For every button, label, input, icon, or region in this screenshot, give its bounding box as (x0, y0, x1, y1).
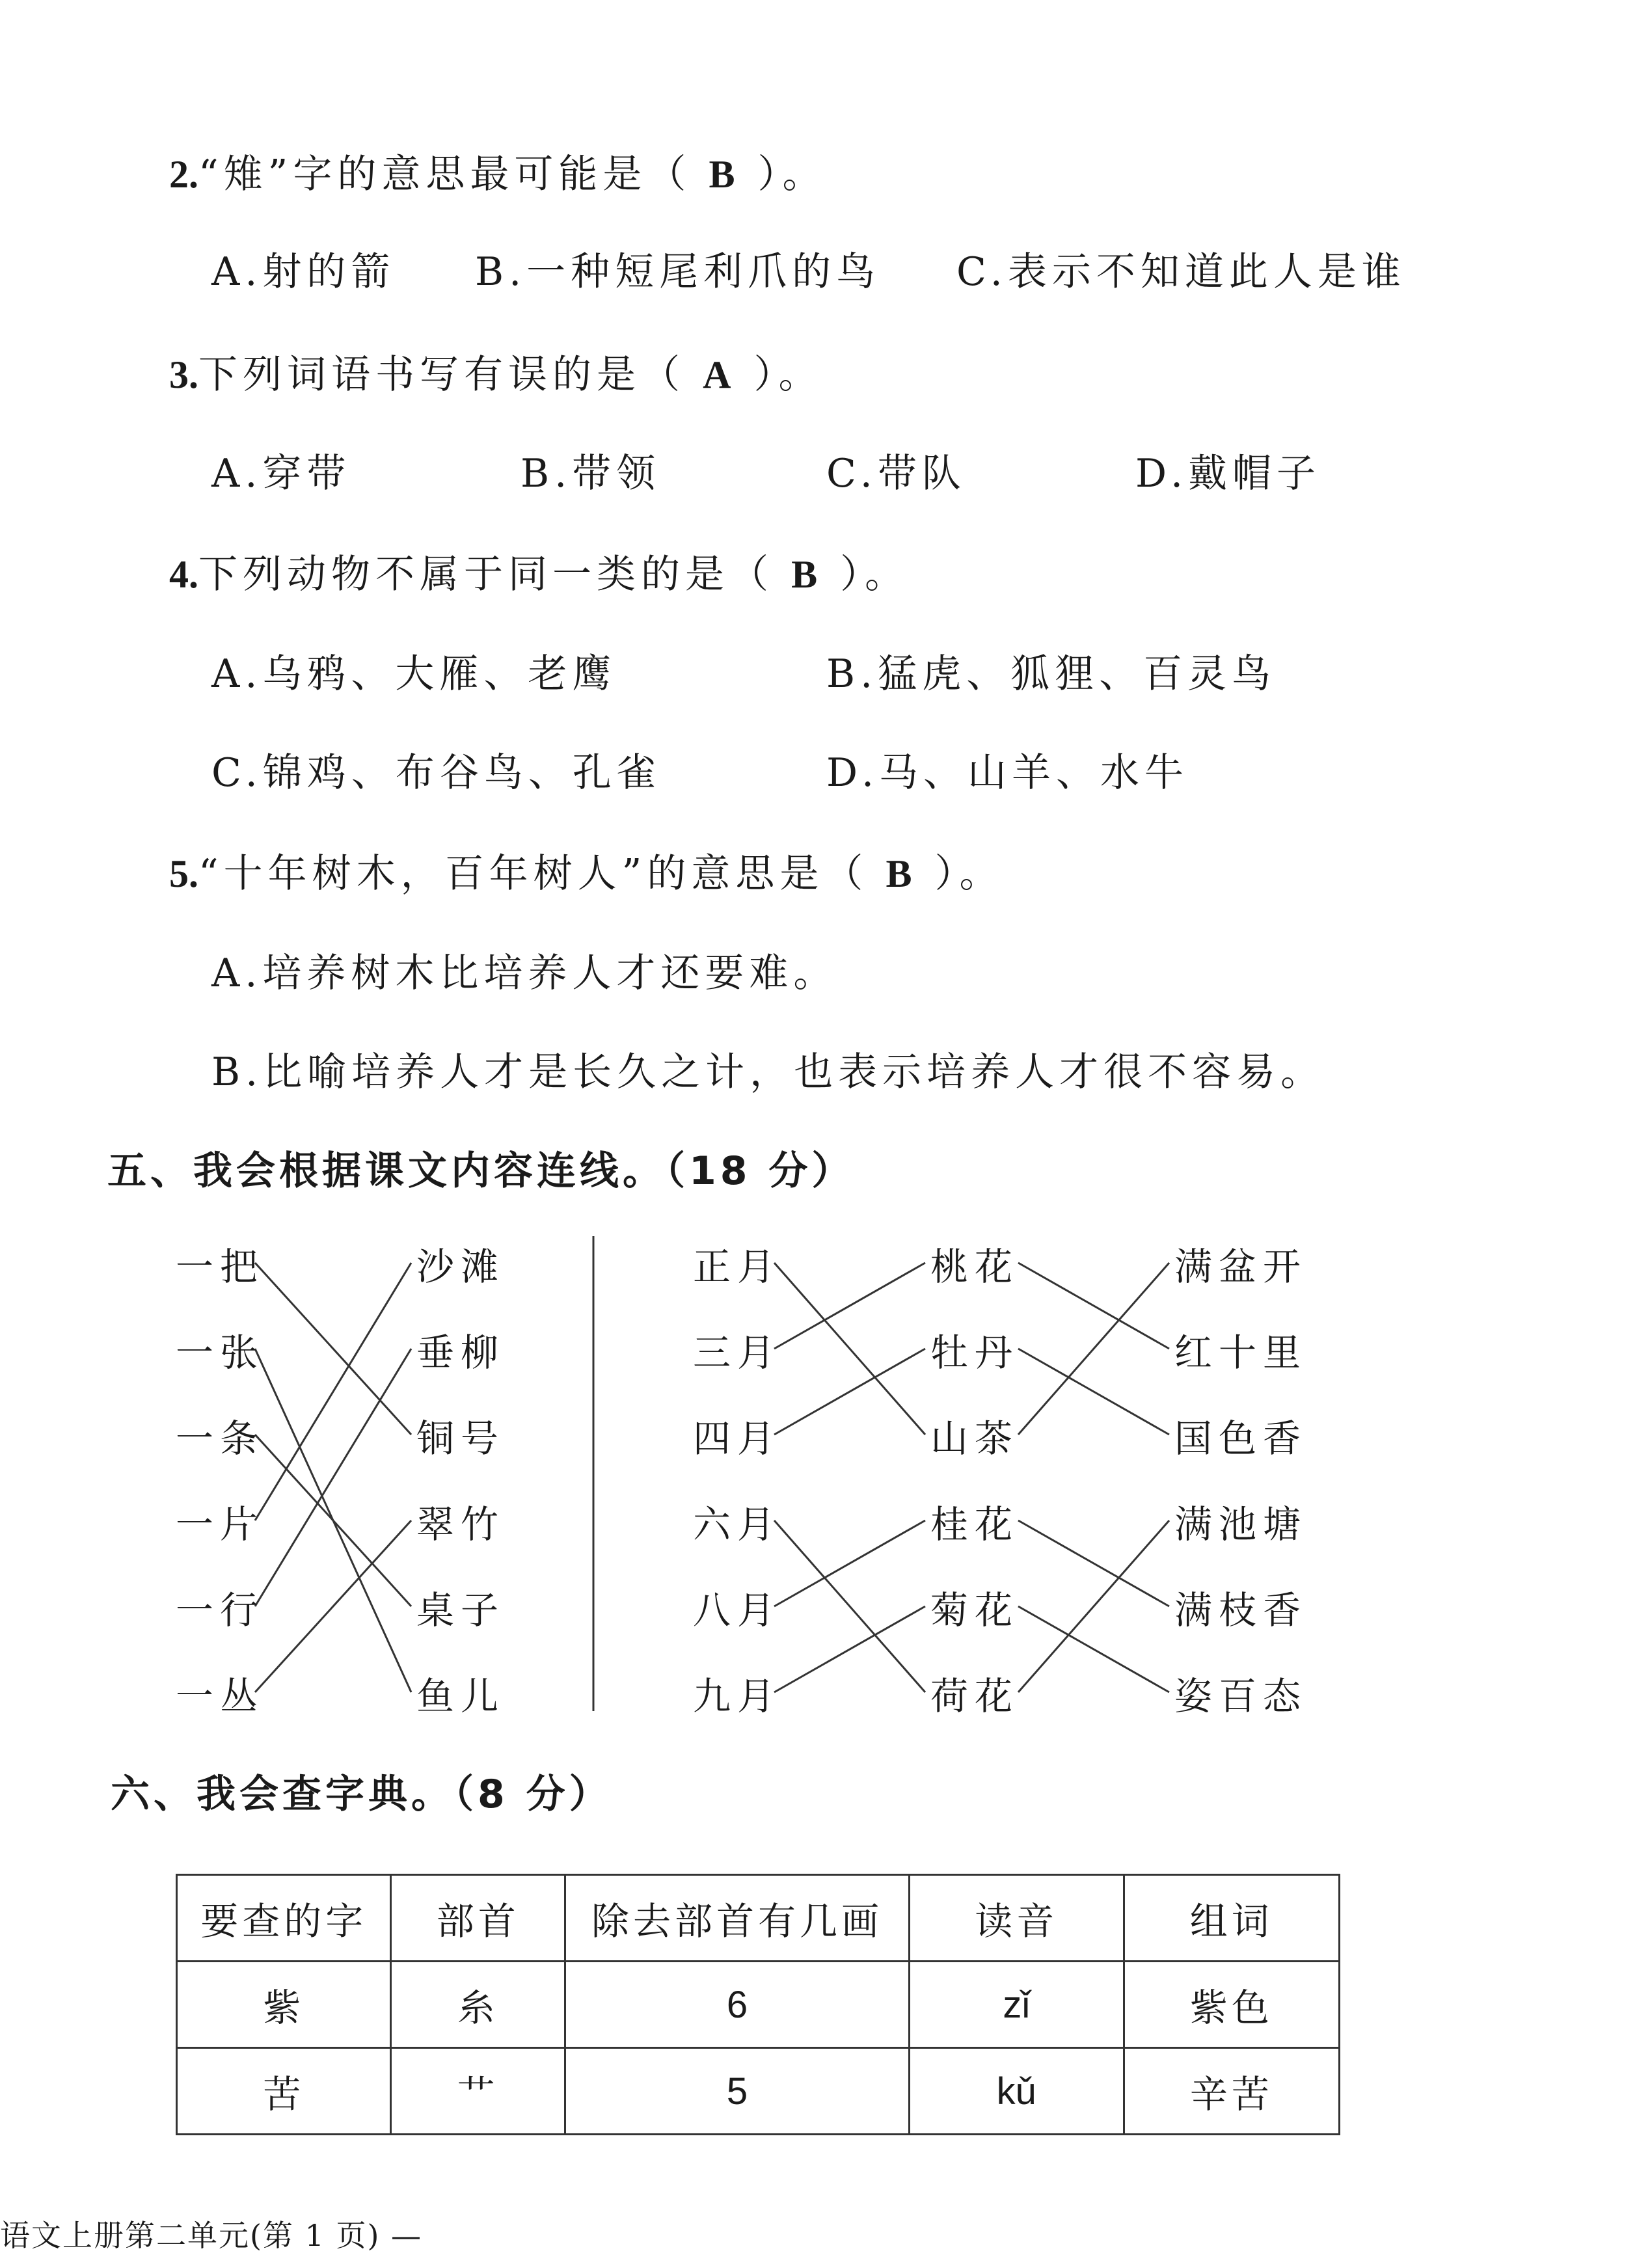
match-word: 桌子 (416, 1588, 506, 1632)
match-word: 一行 (176, 1588, 265, 1632)
table-cell: 紫色 (1124, 1962, 1339, 2048)
match-word: 荷花 (930, 1674, 1020, 1718)
option: A.射的箭 (211, 249, 396, 295)
match-line (1018, 1520, 1169, 1692)
table-cell: 紫 (177, 1962, 391, 2048)
match-word: 沙滩 (416, 1245, 506, 1289)
answer-mark: B (709, 153, 740, 196)
match-word: 九月 (693, 1674, 782, 1718)
match-word: 满枝香 (1174, 1588, 1308, 1632)
question-text-end: ）。 (753, 352, 823, 398)
option: C.锦鸡、布谷鸟、孔雀 (211, 750, 661, 796)
match-word: 正月 (693, 1245, 782, 1289)
option: A.穿带 (211, 451, 351, 496)
table-cell: 糸 (391, 1962, 565, 2048)
match-line (255, 1349, 411, 1606)
section-5-title: 五、我会根据课文内容连线。（18 分） (107, 1148, 855, 1194)
match-line (1018, 1263, 1169, 1435)
match-word: 一条 (176, 1416, 265, 1461)
option: B.一种短尾利爪的鸟 (475, 249, 881, 295)
question-text: “雉”字的意思最可能是（ (198, 152, 692, 197)
question-text-end: ）。 (840, 552, 910, 597)
match-word: 红十里 (1174, 1330, 1308, 1375)
table-cell: 苦 (177, 2048, 391, 2135)
table-cell: 艹 (391, 2048, 565, 2135)
question-number: 2. (169, 153, 198, 196)
match-line (255, 1435, 411, 1606)
table-row (177, 1962, 1340, 2048)
match-line (255, 1263, 411, 1520)
table-header: 读音 (910, 1875, 1124, 1962)
option: D.马、山羊、水牛 (826, 750, 1189, 796)
question-number: 4. (169, 553, 198, 596)
table-row (177, 2048, 1340, 2135)
match-word: 国色香 (1174, 1416, 1308, 1461)
question-text: “十年树木，百年树人”的意思是（ (198, 851, 869, 897)
match-line (774, 1263, 925, 1435)
question-number: 5. (169, 852, 198, 895)
match-word: 铜号 (416, 1416, 506, 1461)
table-header-row (177, 1875, 1340, 1962)
question-text: 下列词语书写有误的是（ (198, 352, 685, 398)
page-footer: 语文上册第二单元(第 1 页) — (0, 2218, 423, 2253)
table-cell: 5 (565, 2048, 910, 2135)
option: B.猛虎、狐狸、百灵鸟 (826, 651, 1277, 697)
match-line (255, 1263, 411, 1435)
question-text-end: ）。 (934, 851, 1004, 897)
table-header: 除去部首有几画 (565, 1875, 910, 1962)
table-cell: kǔ (910, 2048, 1124, 2135)
option: A.培养树木比培养人才还要难。 (211, 951, 838, 996)
match-word: 鱼儿 (416, 1674, 506, 1718)
option: B.比喻培养人才是长久之计，也表示培养人才很不容易。 (211, 1049, 1325, 1095)
match-word: 四月 (693, 1416, 782, 1461)
dictionary-table (176, 1874, 1340, 2135)
table-header: 要查的字 (177, 1875, 391, 1962)
match-line (774, 1520, 925, 1606)
match-word: 山茶 (930, 1416, 1020, 1461)
match-word: 六月 (693, 1502, 782, 1546)
match-word: 桂花 (930, 1502, 1020, 1546)
option: B.带领 (521, 451, 661, 496)
table-header: 组词 (1124, 1875, 1339, 1962)
match-word: 八月 (693, 1588, 782, 1632)
question-text: 下列动物不属于同一类的是（ (198, 552, 774, 597)
match-line (1018, 1520, 1169, 1606)
match-word: 姿百态 (1174, 1674, 1308, 1718)
answer-mark: B (791, 553, 823, 596)
answer-mark: B (886, 852, 917, 895)
match-word: 满池塘 (1174, 1502, 1308, 1546)
table-cell: 辛苦 (1124, 2048, 1339, 2135)
match-line (1018, 1263, 1169, 1349)
question-number: 3. (169, 353, 198, 396)
match-word: 一把 (176, 1245, 265, 1289)
match-line (774, 1349, 925, 1435)
table-header: 部首 (391, 1875, 565, 1962)
match-word: 一丛 (176, 1674, 265, 1718)
match-word: 垂柳 (416, 1330, 506, 1375)
option: D.戴帽子 (1135, 451, 1321, 496)
match-word: 一片 (176, 1502, 265, 1546)
question-text-end: ）。 (757, 152, 827, 197)
option: C.带队 (826, 451, 966, 496)
match-line (774, 1263, 925, 1349)
match-word: 牡丹 (930, 1330, 1020, 1375)
option: C.表示不知道此人是谁 (956, 249, 1406, 295)
match-word: 满盆开 (1174, 1245, 1308, 1289)
match-word: 三月 (693, 1330, 782, 1375)
match-word: 翠竹 (416, 1502, 506, 1546)
match-line (774, 1520, 925, 1692)
match-word: 一张 (176, 1330, 265, 1375)
table-cell: zǐ (910, 1962, 1124, 2048)
answer-mark: A (703, 353, 737, 396)
match-line (774, 1606, 925, 1692)
table-cell: 6 (565, 1962, 910, 2048)
match-line (255, 1520, 411, 1692)
match-line (1018, 1349, 1169, 1435)
section-6-title: 六、我会查字典。（8 分） (111, 1772, 612, 1817)
match-word: 菊花 (930, 1588, 1020, 1632)
option: A.乌鸦、大雁、老鹰 (211, 651, 617, 697)
match-word: 桃花 (930, 1245, 1020, 1289)
match-line (1018, 1606, 1169, 1692)
